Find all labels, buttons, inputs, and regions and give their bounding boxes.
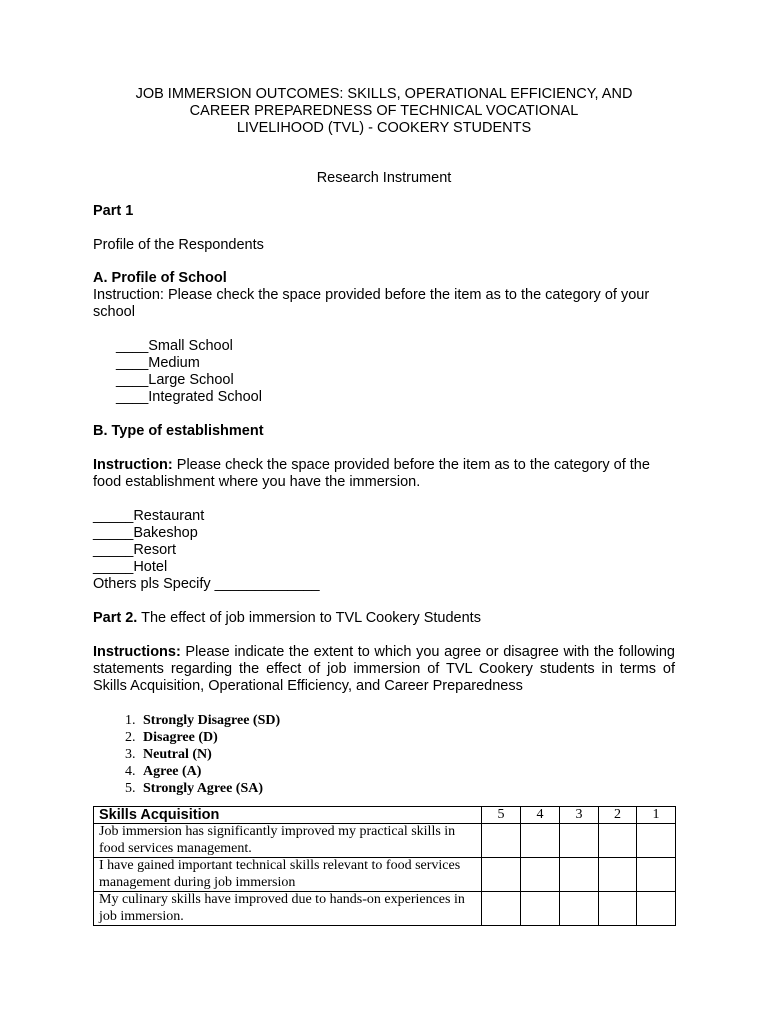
establishment-option-resort: _____Resort	[93, 542, 177, 558]
rating-cell-4[interactable]	[521, 858, 560, 892]
part2-heading-text: The effect of job immersion to TVL Cookery Students	[137, 610, 481, 626]
section-b-instruction-text: Please check the space provided before the item as to the category of the food establishment where you have the immersion.	[93, 457, 650, 490]
rating-cell-5[interactable]	[482, 824, 521, 858]
statement-cell: My culinary skills have improved due to hands-on experiences in job immersion.	[94, 892, 482, 926]
section-b-instruction-label: Instruction:	[93, 457, 173, 473]
column-header-2: 2	[599, 807, 637, 824]
title-line-3: LIVELIHOOD (TVL) - COOKERY STUDENTS	[236, 120, 532, 136]
section-a-heading: A. Profile of School	[93, 270, 227, 286]
section-a-options	[93, 338, 675, 406]
establishment-option-bakeshop: _____Bakeshop	[93, 525, 198, 541]
part2-heading-label: Part 2.	[93, 610, 138, 626]
establishment-option-others: Others pls Specify _____________	[93, 576, 320, 592]
scale-item: 3. Neutral (N)	[139, 746, 675, 763]
rating-cell-1[interactable]	[637, 858, 676, 892]
title-line-1: JOB IMMERSION OUTCOMES: SKILLS, OPERATIONAL EFFICIENCY, AND	[135, 86, 633, 102]
rating-cell-2[interactable]	[599, 824, 637, 858]
part2-heading	[93, 610, 675, 627]
rating-cell-4[interactable]	[521, 824, 560, 858]
document-title	[93, 86, 675, 137]
statement-cell: Job immersion has significantly improved my practical skills in food services management.	[94, 824, 482, 858]
column-header-5: 5	[482, 807, 521, 824]
rating-cell-2[interactable]	[599, 892, 637, 926]
section-b-instruction	[93, 457, 665, 491]
document-subtitle: Research Instrument	[316, 170, 452, 186]
scale-item: 4. Agree (A)	[139, 763, 675, 780]
rating-cell-5[interactable]	[482, 892, 521, 926]
school-option-large: ____Large School	[116, 372, 234, 388]
statement-cell: I have gained important technical skills relevant to food services management during job immersion	[94, 858, 482, 892]
table-header-row	[94, 807, 676, 824]
scale-item: 2. Disagree (D)	[139, 729, 675, 746]
column-header-3: 3	[560, 807, 599, 824]
title-line-2: CAREER PREPAREDNESS OF TECHNICAL VOCATIONAL	[189, 103, 579, 119]
part2-instructions-label: Instructions:	[93, 644, 181, 660]
table-row	[94, 824, 676, 858]
rating-scale-list	[93, 712, 675, 797]
part2-instructions	[93, 644, 675, 695]
section-a-instruction: Instruction: Please check the space provided before the item as to the category of your school	[93, 287, 650, 320]
document-page	[93, 86, 675, 926]
rating-cell-3[interactable]	[560, 892, 599, 926]
column-header-1: 1	[637, 807, 676, 824]
skills-acquisition-table	[93, 806, 676, 926]
section-b-options	[93, 508, 675, 593]
establishment-option-restaurant: _____Restaurant	[93, 508, 205, 524]
rating-cell-3[interactable]	[560, 858, 599, 892]
rating-cell-2[interactable]	[599, 858, 637, 892]
table-row	[94, 858, 676, 892]
scale-item: 5. Strongly Agree (SA)	[139, 780, 675, 797]
rating-cell-4[interactable]	[521, 892, 560, 926]
column-header-4: 4	[521, 807, 560, 824]
table-row	[94, 892, 676, 926]
school-option-small: ____Small School	[116, 338, 233, 354]
rating-cell-3[interactable]	[560, 824, 599, 858]
part2-instructions-text: Please indicate the extent to which you agree or disagree with the following statements regarding the effect of job immersion of TVL Cookery students in terms of Skills Acquisition, Operational Efficiency, and Career Preparedness	[93, 644, 675, 694]
profile-heading: Profile of the Respondents	[93, 237, 264, 253]
establishment-option-hotel: _____Hotel	[93, 559, 168, 575]
table-header-skills-acquisition: Skills Acquisition	[94, 807, 482, 824]
school-option-medium: ____Medium	[116, 355, 200, 371]
section-b-heading: B. Type of establishment	[93, 423, 264, 439]
part1-heading: Part 1	[93, 203, 134, 219]
rating-cell-1[interactable]	[637, 892, 676, 926]
school-option-integrated: ____Integrated School	[116, 389, 262, 405]
rating-cell-1[interactable]	[637, 824, 676, 858]
rating-cell-5[interactable]	[482, 858, 521, 892]
scale-item: 1. Strongly Disagree (SD)	[139, 712, 675, 729]
